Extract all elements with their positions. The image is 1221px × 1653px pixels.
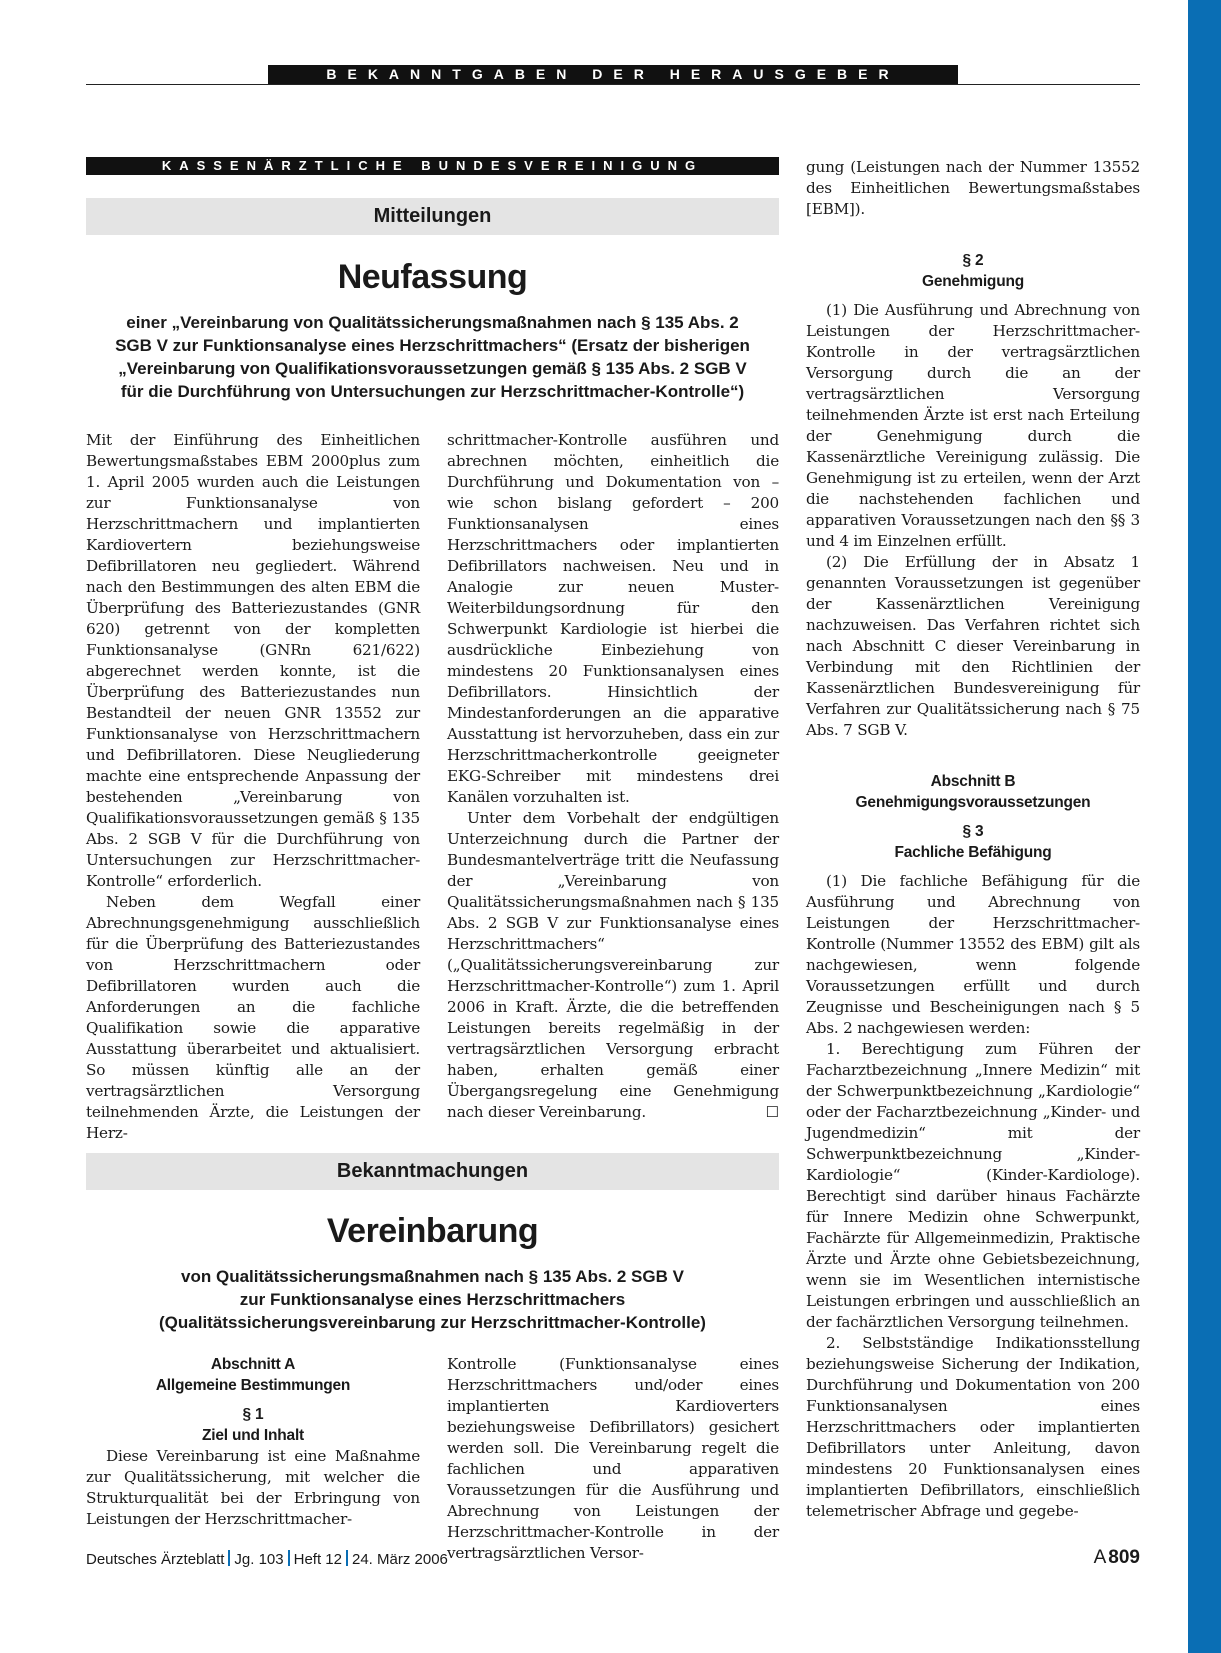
bekanntmachungen-bar: Bekanntmachungen [86, 1153, 779, 1190]
issue: Heft 12 [293, 1551, 342, 1568]
separator [228, 1550, 230, 1566]
section-title: Ziel und Inhalt [201, 1427, 305, 1444]
neufassung-title: Neufassung [337, 258, 528, 296]
page-prefix: A [1093, 1547, 1107, 1568]
footer [86, 1547, 1140, 1571]
vereinbarung-title: Vereinbarung [326, 1212, 539, 1250]
mitteilungen-column-2 [447, 430, 779, 1123]
abschnitt-a-heading: Abschnitt A [210, 1356, 296, 1373]
right-column [806, 157, 1140, 1522]
paragraph [447, 808, 779, 1123]
header-rule [86, 84, 1140, 85]
abschnitt-b-heading: Abschnitt B [930, 773, 1016, 790]
neufassung-subtitle [86, 311, 779, 403]
section-number: § 1 [242, 1406, 264, 1423]
subtitle-line: SGB V zur Funktionsanalyse eines Herzschrittmachers“ (Ersatz der bisherigen [115, 336, 750, 355]
vereinbarung-subtitle [86, 1265, 779, 1334]
vereinbarung-column-1 [86, 1354, 420, 1530]
paragraph: (1) Die fachliche Befähigung für die Ausführung und Abrechnung von Leistungen der Herzschrittmacher-Kontrolle (Nummer 13552 des EBM) gilt als nachgewiesen, wenn folgende Voraussetzungen erfüllt und durch Zeugnisse und Bescheinigungen nach § 5 Abs. 2 nachgewiesen werden: [806, 872, 1140, 1037]
subtitle-line: von Qualitätssicherungsmaßnahmen nach § 135 Abs. 2 SGB V [181, 1267, 684, 1286]
section-band: KASSENÄRZTLICHE BUNDESVEREINIGUNG [86, 157, 779, 175]
subtitle-line: zur Funktionsanalyse eines Herzschrittmachers [239, 1290, 626, 1309]
section-title: Fachliche Befähigung [894, 844, 1052, 861]
issue-date: 24. März 2006 [352, 1551, 448, 1568]
paragraph: schrittmacher-Kontrolle ausführen und abrechnen möchten, einheitlich die Durchführung und Dokumentation von – wie schon bislang gefordert – 200 Funktionsanalysen eines Herzschrittmachers oder implantierten Defibrillators nachweisen. Neu und in Analogie zur neuen Muster-Weiterbildungsordnung für den Schwerpunkt Kardiologie ist hierbei die ausdrückliche Einbeziehung von mindestens 20 Funktionsanalysen eines Defibrillators. Hinsichtlich der Mindestanforderungen an die apparative Ausstattung ist hervorzuheben, dass ein zur Herzschrittmacherkontrolle geeigneter EKG-Schreiber mit mindestens drei Kanälen vorzuhalten ist. [447, 431, 779, 806]
mitteilungen-bar: Mitteilungen [86, 198, 779, 235]
subtitle-line: „Vereinbarung von Qualifikationsvoraussetzungen gemäß § 135 Abs. 2 SGB V [118, 359, 747, 378]
journal-name: Deutsches Ärzteblatt [86, 1551, 225, 1568]
end-mark-icon: ☐ [765, 1103, 779, 1121]
vereinbarung-column-2 [447, 1354, 779, 1564]
paragraph: (1) Die Ausführung und Abrechnung von Leistungen der Herzschrittmacher-Kontrolle in der vertragsärztlichen Versorgung durch die an der vertragsärztlichen Versorgung teilnehmenden Ärzte ist erst nach Erteilung der Genehmigung durch die Kassenärztliche Vereinigung zulässig. Die Genehmigung ist zu erteilen, wenn der Arzt die nachstehenden fachlichen und apparativen Voraussetzungen nach den §§ 3 und 4 im Einzelnen erfüllt. [806, 301, 1140, 550]
paragraph: 1. Berechtigung zum Führen der Facharztbezeichnung „Innere Medizin“ mit der Schwerpunktbezeichnung „Kardiologie“ oder der Facharztbezeichnung „Kinder- und Jugendmedizin“ mit der Schwerpunktbezeichnung „Kinder-Kardiologie“ (Kinder-Kardiologe). Berechtigt sind darüber hinaus Fachärzte für Innere Medizin ohne Schwerpunkt, Fachärzte für Allgemeinmedizin, Praktische Ärzte und Ärzte ohne Gebietsbezeichnung, wenn sie im Wesentlichen internistische Leistungen erbringen und ausschließlich an der fachärztlichen Versorgung teilnehmen. [806, 1040, 1140, 1331]
footer-citation [86, 1550, 448, 1568]
section-number: § 2 [962, 252, 984, 269]
abschnitt-a-title: Allgemeine Bestimmungen [155, 1377, 351, 1394]
mitteilungen-column-1 [86, 430, 420, 1144]
volume: Jg. 103 [234, 1551, 284, 1568]
paragraph-text: Unter dem Vorbehalt der endgültigen Unterzeichnung durch die Partner der Bundesmantelverträge tritt die Neufassung der „Vereinbarung von Qualitätssicherungsmaßnahmen nach § 135 Abs. 2 SGB V zur Funktionsanalyse eines Herzschrittmachers“ („Qualitätssicherungsvereinbarung zur Herzschrittmacher-Kontrolle“) zum 1. April 2006 in Kraft. Ärzte, die die betreffenden Leistungen bereits regelmäßig in der vertragsärztlichen Versorgung erbracht haben, erhalten gemäß einer Übergangsregelung eine Genehmigung nach dieser Vereinbarung. [447, 809, 779, 1121]
paragraph: 2. Selbstständige Indikationsstellung beziehungsweise Sicherung der Indikation, Durchführung und Dokumentation von 200 Funktionsanalysen eines Herzschrittmachers oder implantierten Defibrillators unter Anleitung, davon mindestens 20 Funktionsanalysen eines implantierten Defibrillators, einschließlich telemetrischer Abfrage und gegebe- [806, 1334, 1140, 1520]
paragraph: Mit der Einführung des Einheitlichen Bewertungsmaßstabes EBM 2000plus zum 1. April 2005 wurden auch die Leistungen zur Funktionsanalyse von Herzschrittmachern und implantierten Kardiovertern beziehungsweise Defibrillatoren neu gegliedert. Während nach den Bestimmungen des alten EBM die Überprüfung des Batteriezustandes (GNR 620) getrennt von der kompletten Funktionsanalyse (GNRn 621/622) abgerechnet werden konnte, ist die Überprüfung des Batteriezustandes nun Bestandteil der neuen GNR 13552 zur Funktionsanalyse von Herzschrittmachern und Defibrillatoren. Diese Neugliederung machte eine entsprechende Anpassung der bestehenden „Vereinbarung von Qualifikationsvoraussetzungen gemäß § 135 Abs. 2 SGB V für die Durchführung von Untersuchungen zur Herzschrittmacher-Kontrolle“ erforderlich. [86, 431, 420, 890]
abschnitt-b-title: Genehmigungsvoraussetzungen [855, 794, 1091, 811]
section-number: § 3 [962, 823, 984, 840]
page-number [1094, 1547, 1140, 1569]
separator [288, 1550, 290, 1566]
header-band: BEKANNTGABEN DER HERAUSGEBER [268, 65, 958, 84]
subtitle-line: einer „Vereinbarung von Qualitätssicherungsmaßnahmen nach § 135 Abs. 2 [126, 313, 739, 332]
section-title: Genehmigung [922, 273, 1024, 290]
paragraph: Neben dem Wegfall einer Abrechnungsgenehmigung ausschließlich für die Überprüfung des Batteriezustandes von Herzschrittmachern oder Defibrillatoren wurden auch die Anforderungen an die fachliche Qualifikation sowie die apparative Ausstattung überarbeitet und aktualisiert. So müssen künftig alle an der vertragsärztlichen Versorgung teilnehmenden Ärzte, die Leistungen der Herz- [86, 893, 420, 1142]
subtitle-line: (Qualitätssicherungsvereinbarung zur Herzschrittmacher-Kontrolle) [159, 1313, 706, 1332]
paragraph: (2) Die Erfüllung der in Absatz 1 genannten Voraussetzungen ist gegenüber der Kassenärztlichen Vereinigung nachzuweisen. Das Verfahren richtet sich nach Abschnitt C dieser Vereinbarung in Verbindung mit den Richtlinien der Kassenärztlichen Bundesvereinigung für Verfahren zur Qualitätssicherung nach § 75 Abs. 7 SGB V. [806, 553, 1140, 739]
page-number-value: 809 [1108, 1547, 1140, 1568]
paragraph: Diese Vereinbarung ist eine Maßnahme zur Qualitätssicherung, mit welcher die Strukturqualität bei der Erbringung von Leistungen der Herzschrittmacher- [86, 1447, 420, 1528]
paragraph: gung (Leistungen nach der Nummer 13552 des Einheitlichen Bewertungsmaßstabes [EBM]). [806, 158, 1140, 218]
separator [346, 1550, 348, 1566]
paragraph: Kontrolle (Funktionsanalyse eines Herzschrittmachers und/oder eines implantierten Kardioverters beziehungsweise Defibrillators) gesichert werden soll. Die Vereinbarung regelt die fachlichen und apparativen Voraussetzungen für die Ausführung und Abrechnung von Leistungen der Herzschrittmacher-Kontrolle in der vertragsärztlichen Versor- [447, 1355, 779, 1562]
blue-side-bar [1188, 0, 1221, 1653]
subtitle-line: für die Durchführung von Untersuchungen zur Herzschrittmacher-Kontrolle“) [120, 382, 745, 401]
